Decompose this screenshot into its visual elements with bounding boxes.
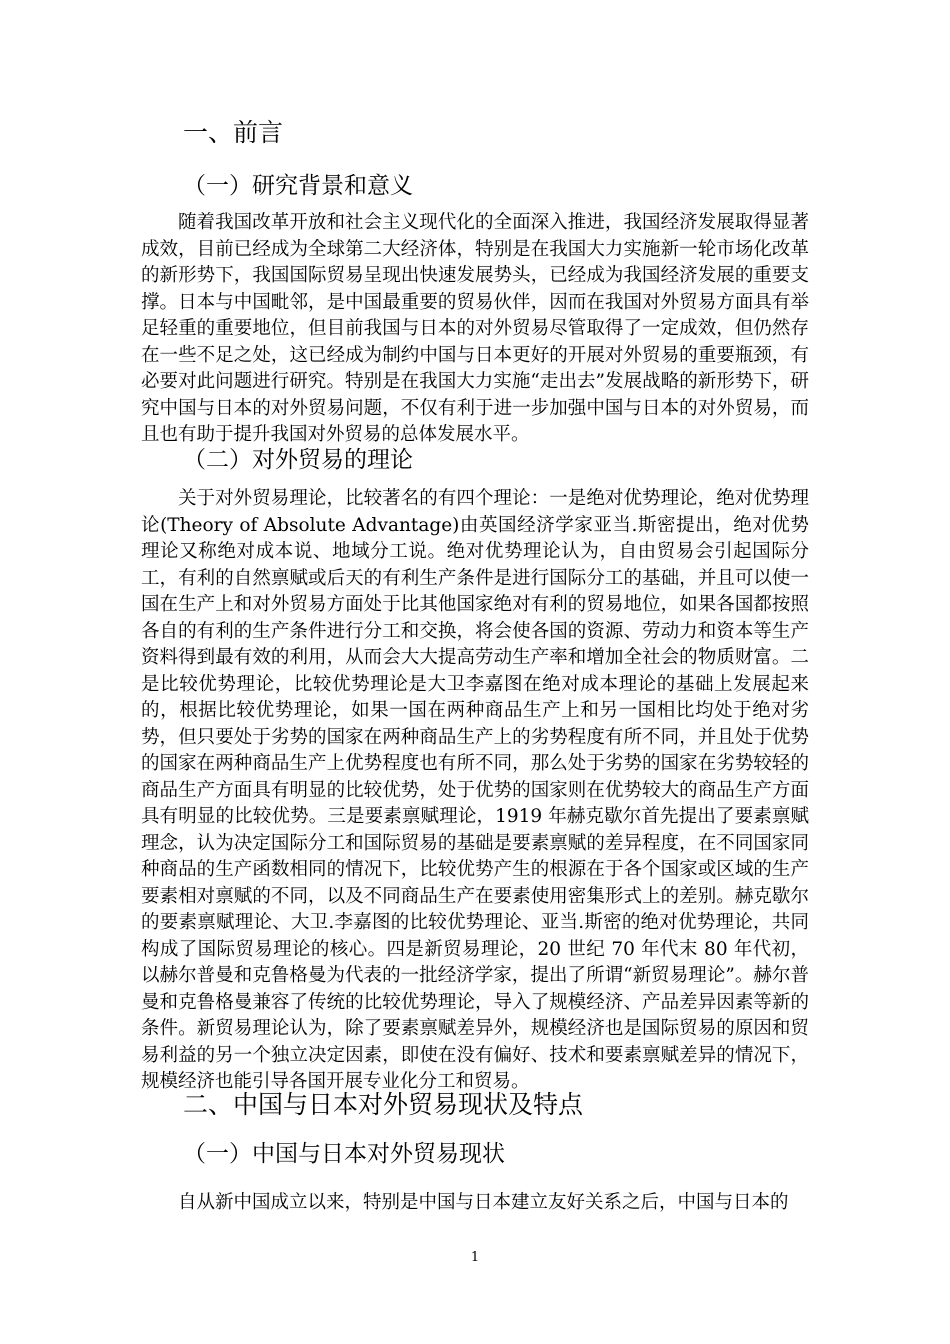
section-1-heading: 一、前言	[183, 118, 284, 147]
section-2-heading: 二、中国与日本对外贸易现状及特点	[183, 1090, 584, 1119]
page-number: 1	[470, 1250, 480, 1265]
section-1-2-paragraph: 关于对外贸易理论，比较著名的有四个理论：一是绝对优势理论，绝对优势理论(Theory of Absolute Advantage)由英国经济学家亚当.斯密提出，绝对优势理论又称绝对成本说、地域分工说。绝对优势理论认为，自由贸易会引起国际分工，有利的自然禀赋或后天的有利生产条件是进行国际分工的基础，并且可以使一国在生产上和对外贸易方面处于比其他国家绝对有利的贸易地位，如果各国都按照各自的有利的生产条件进行分工和交换，将会使各国的资源、劳动力和资本等生产资料得到最有效的利用，从而会大大提高劳动生产率和增加全社会的物质财富。二是比较优势理论，比较优势理论是大卫李嘉图在绝对成本理论的基础上发展起来的，根据比较优势理论，如果一国在两种商品生产上和另一国相比均处于绝对劣势，但只要处于劣势的国家在两种商品生产上的劣势程度有所不同，并且处于优势的国家在两种商品生产上优势程度也有所不同，那么处于劣势的国家在劣势较轻的商品生产方面具有明显的比较优势，处于优势的国家则在优势较大的商品生产方面具有明显的比较优势。三是要素禀赋理论，1919 年赫克歇尔首先提出了要素禀赋理念，认为决定国际分工和国际贸易的基础是要素禀赋的差异程度，在不同国家同种商品的生产函数相同的情况下，比较优势产生的根源在于各个国家或区域的生产要素相对禀赋的不同，以及不同商品生产在要素使用密集形式上的差别。赫克歇尔的要素禀赋理论、大卫.李嘉图的比较优势理论、亚当.斯密的绝对优势理论，共同构成了国际贸易理论的核心。四是新贸易理论，20 世纪 70 年代末 80 年代初，以赫尔普曼和克鲁格曼为代表的一批经济学家，提出了所谓“新贸易理论”。赫尔普曼和克鲁格曼兼容了传统的比较优势理论，导入了规模经济、产品差异因素等新的条件。新贸易理论认为，除了要素禀赋差异外，规模经济也是国际贸易的原因和贸易利益的另一个独立决定因素，即使在没有偏好、技术和要素禀赋差异的情况下，规模经济也能引导各国开展专业化分工和贸易。	[141, 488, 809, 1092]
section-2-1-heading: （一）中国与日本对外贸易现状	[183, 1141, 505, 1167]
section-2-1-paragraph: 自从新中国成立以来，特别是中国与日本建立友好关系之后，中国与日本的	[178, 1192, 789, 1213]
section-1-2-heading: （二）对外贸易的理论	[183, 447, 413, 473]
section-1-1-heading: （一）研究背景和意义	[183, 173, 413, 199]
section-1-1-paragraph: 随着我国改革开放和社会主义现代化的全面深入推进，我国经济发展取得显著成效，目前已经成为全球第二大经济体，特别是在我国大力实施新一轮市场化改革的新形势下，我国国际贸易呈现出快速发展势头，已经成为我国经济发展的重要支撑。日本与中国毗邻，是中国最重要的贸易伙伴，因而在我国对外贸易方面具有举足轻重的重要地位，但目前我国与日本的对外贸易尽管取得了一定成效，但仍然存在一些不足之处，这已经成为制约中国与日本更好的开展对外贸易的重要瓶颈，有必要对此问题进行研究。特别是在我国大力实施“走出去”发展战略的新形势下，研究中国与日本的对外贸易问题，不仅有利于进一步加强中国与日本的对外贸易，而且也有助于提升我国对外贸易的总体发展水平。	[141, 212, 809, 445]
